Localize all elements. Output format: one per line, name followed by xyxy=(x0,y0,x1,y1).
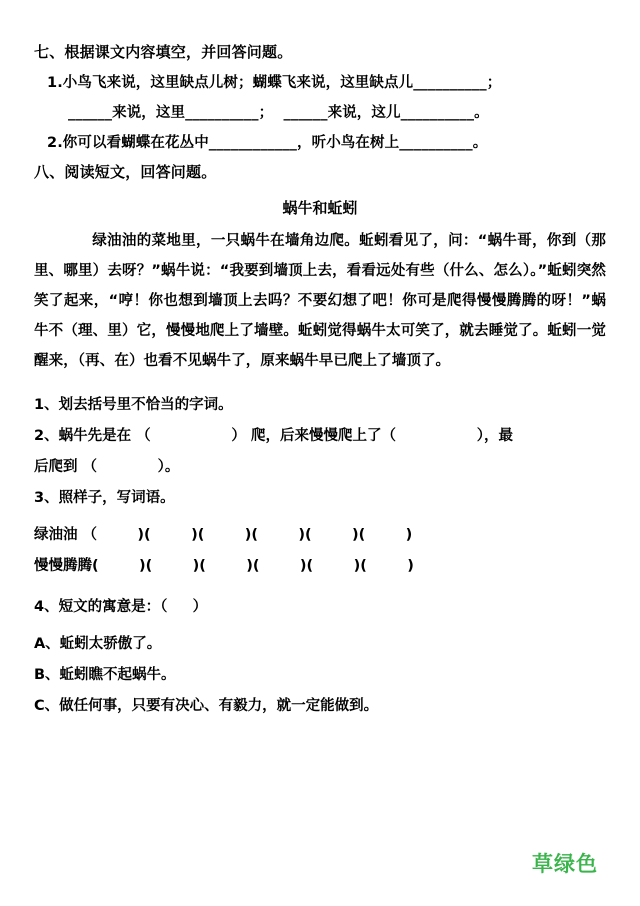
story-passage-text: 绿油油的菜地里，一只蜗牛在墙角边爬。蚯蚓看见了，问：“蜗牛哥，你到（那里、哪里）去呀？”蜗牛说：“我要到墙顶上去，看看远处有些（什么、怎么）。”蚯蚓突然笑了起来，“哼！你也想到墙顶上去吗？不要幻想了吧！你可是爬得慢慢腾腾的呀！”蜗牛不（理、里）它，慢慢地爬上了墙壁。蚯蚓觉得蜗牛太可笑了，就去睡觉了。蚯蚓一觉醒来，（再、在）也看不见蜗牛了，原来蜗牛早已爬上了墙顶了。 xyxy=(34,233,606,369)
question-2: 2、蜗牛先是在 （ ） 爬，后来慢慢爬上了（ ），最 xyxy=(34,428,513,444)
story-title: 蜗牛和蚯蚓 xyxy=(282,199,358,217)
section-seven-item-2: 2.你可以看蝴蝶在花丛中____________，听小鸟在树上__________。 xyxy=(47,135,488,151)
question-3: 3、照样子，写词语。 xyxy=(34,490,175,506)
question-1: 1、划去括号里不恰当的字词。 xyxy=(34,397,233,413)
section-seven-item-1: 1.小鸟飞来说，这里缺点儿树；蝴蝶飞来说，这里缺点儿__________； xyxy=(47,75,502,91)
question-4: 4、短文的寓意是：（ ） xyxy=(34,599,208,615)
option-b: B、蚯蚓瞧不起蜗牛。 xyxy=(34,667,176,683)
section-seven-item-1-continued: ______来说，这里__________； ______来说，这儿__________。 xyxy=(68,105,489,121)
word-row-1: 绿油油 （ )( )( )( )( )( ) xyxy=(34,527,413,543)
story-passage xyxy=(34,226,606,376)
word-row-2: 慢慢腾腾( )( )( )( )( )( ) xyxy=(34,558,414,574)
watermark-label: 草绿色 xyxy=(532,852,598,876)
question-2-continued: 后爬到 （ ）。 xyxy=(34,459,180,475)
section-eight-heading: 八、阅读短文，回答问题。 xyxy=(34,163,217,181)
option-a: A、蚯蚓太骄傲了。 xyxy=(34,636,162,652)
option-c: C、做任何事，只要有决心、有毅力，就一定能做到。 xyxy=(34,698,379,714)
section-seven-heading: 七、根据课文内容填空，并回答问题。 xyxy=(34,43,293,61)
